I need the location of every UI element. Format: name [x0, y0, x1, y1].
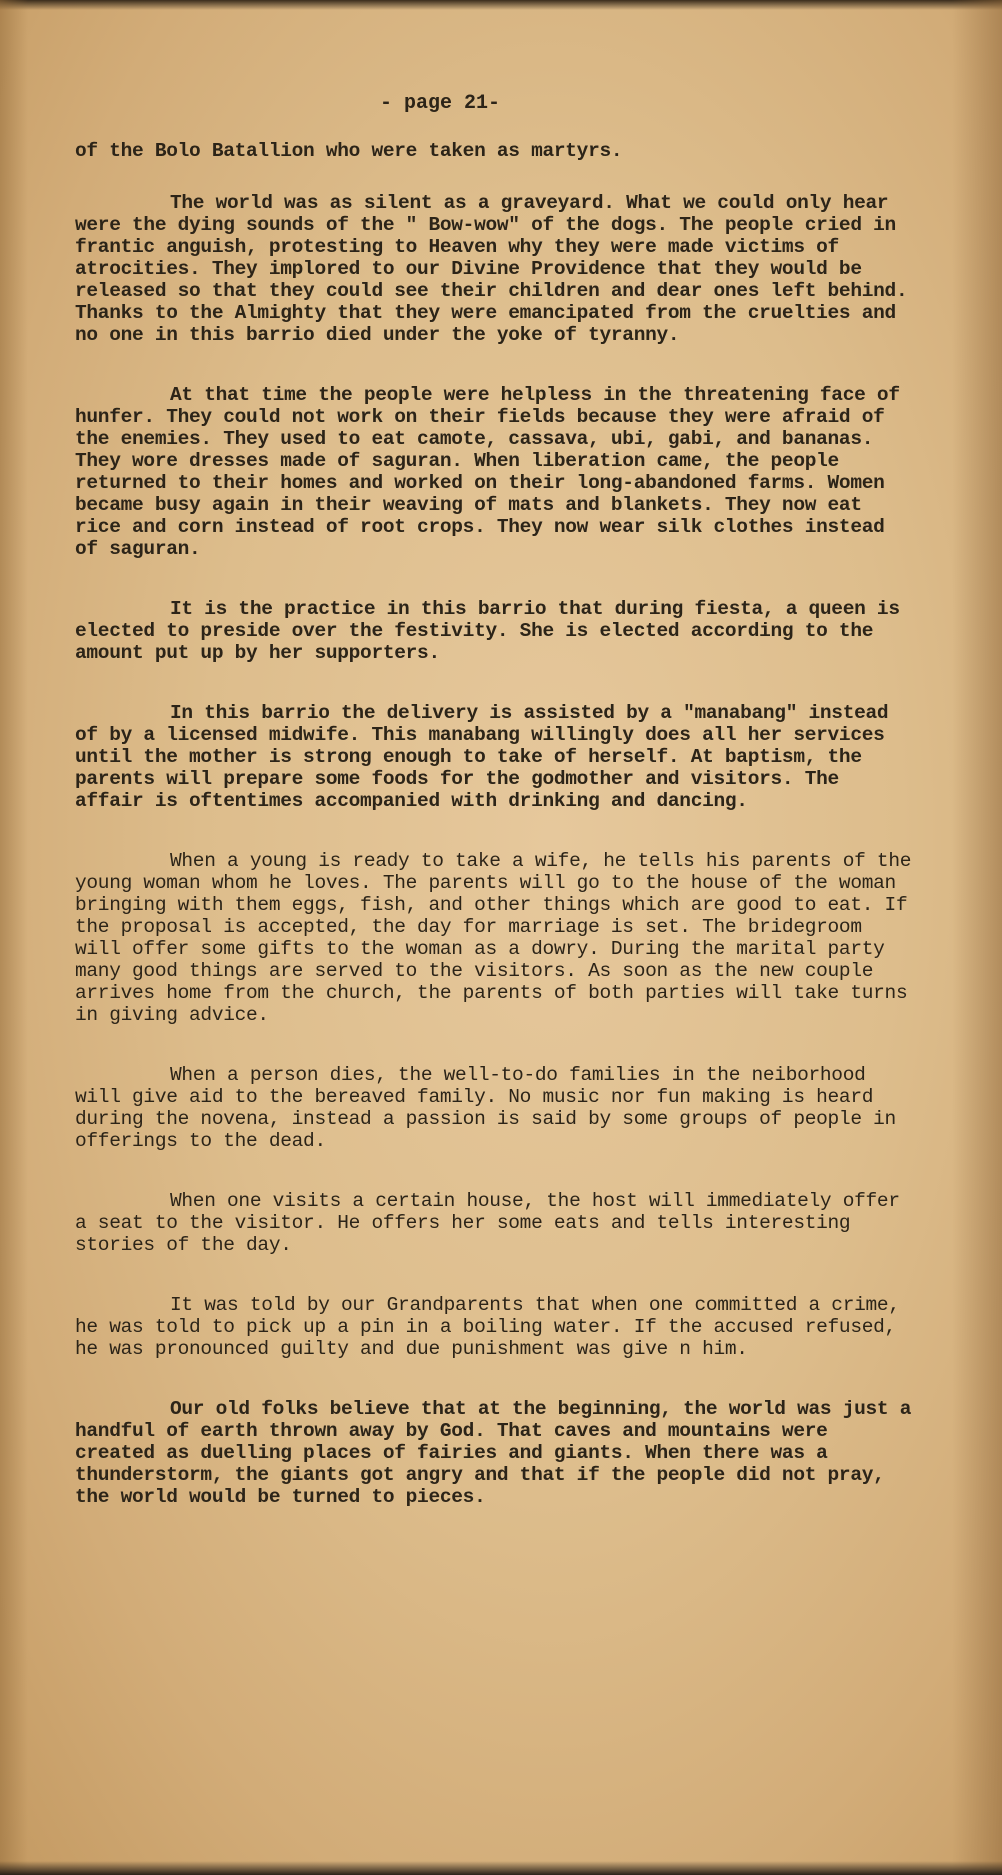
paragraph-crime: It was told by our Grandparents that when one committed a crime, he was told to pick up a pin in a boiling water. If the accused refused, he was pronounced guilty and due punishment was give n him.	[75, 1294, 900, 1360]
paragraph-marriage: When a young is ready to take a wife, he tells his parents of the young woman whom he loves. The parents will go to the house of the woman bringing with them eggs, fish, and other things which are good to eat. If the proposal is accepted, the day for marriage is set. The bridegroom will offer some gifts to the woman as a dowry. During the marital party many good things are served to the visitors. As soon as the new couple arrives home from the church, the parents of both parties will take turns in giving advice.	[75, 850, 912, 1026]
page-left-shadow	[0, 0, 28, 1875]
paragraph-visits: When one visits a certain house, the host will immediately offer a seat to the visitor. He offers her some eats and tells interesting stories of the day.	[75, 1190, 900, 1256]
page-number: - page 21-	[379, 92, 501, 115]
page-right-shadow	[952, 0, 1002, 1875]
paragraph-war-silence: The world was as silent as a graveyard. What we could only hear were the dying sounds of the " Bow-wow" of the dogs. The people cried in frantic anguish, protesting to Heaven why they were made victims of atrocities. They implored to our Divine Providence that they would be released so that they could see their children and dear ones left behind. Thanks to the Almighty that they were emancipated from the cruelties and no one in this barrio died under the yoke of tyranny.	[75, 192, 908, 346]
paragraph-death: When a person dies, the well-to-do families in the neiborhood will give aid to the bereaved family. No music nor fun making is heard during the novena, instead a passion is said by some groups of people in offerings to the dead.	[75, 1064, 896, 1152]
paragraph-delivery: In this barrio the delivery is assisted by a "manabang" instead of by a licensed midwife. This manabang willingly does all her services until the mother is strong enough to take of herself. At baptism, the parents will prepare some foods for the godmother and visitors. The affair is oftentimes accompanied with drinking and dancing.	[75, 702, 889, 812]
paragraph-continuation: of the Bolo Batallion who were taken as martyrs.	[75, 140, 623, 162]
paragraph-creation-belief: Our old folks believe that at the beginning, the world was just a handful of earth thrown away by God. That caves and mountains were created as duelling places of fairies and giants. When there was a thunderstorm, the giants got angry and that if the people did not pray, the world would be turned to pieces.	[75, 1398, 912, 1508]
page-bottom-edge	[0, 1861, 1002, 1875]
paragraph-fiesta-queen: It is the practice in this barrio that during fiesta, a queen is elected to preside over the festivity. She is elected according to the amount put up by her supporters.	[75, 598, 900, 664]
page-top-edge	[0, 0, 1002, 10]
body-text	[75, 140, 915, 1546]
paragraph-hunger: At that time the people were helpless in the threatening face of hunfer. They could not work on their fields because they were afraid of the enemies. They used to eat camote, cassava, ubi, gabi, and bananas. They wore dresses made of saguran. When liberation came, the people returned to their homes and worked on their long-abandoned farms. Women became busy again in their weaving of mats and blankets. They now eat rice and corn instead of root crops. They now wear silk clothes instead of saguran.	[75, 384, 900, 560]
